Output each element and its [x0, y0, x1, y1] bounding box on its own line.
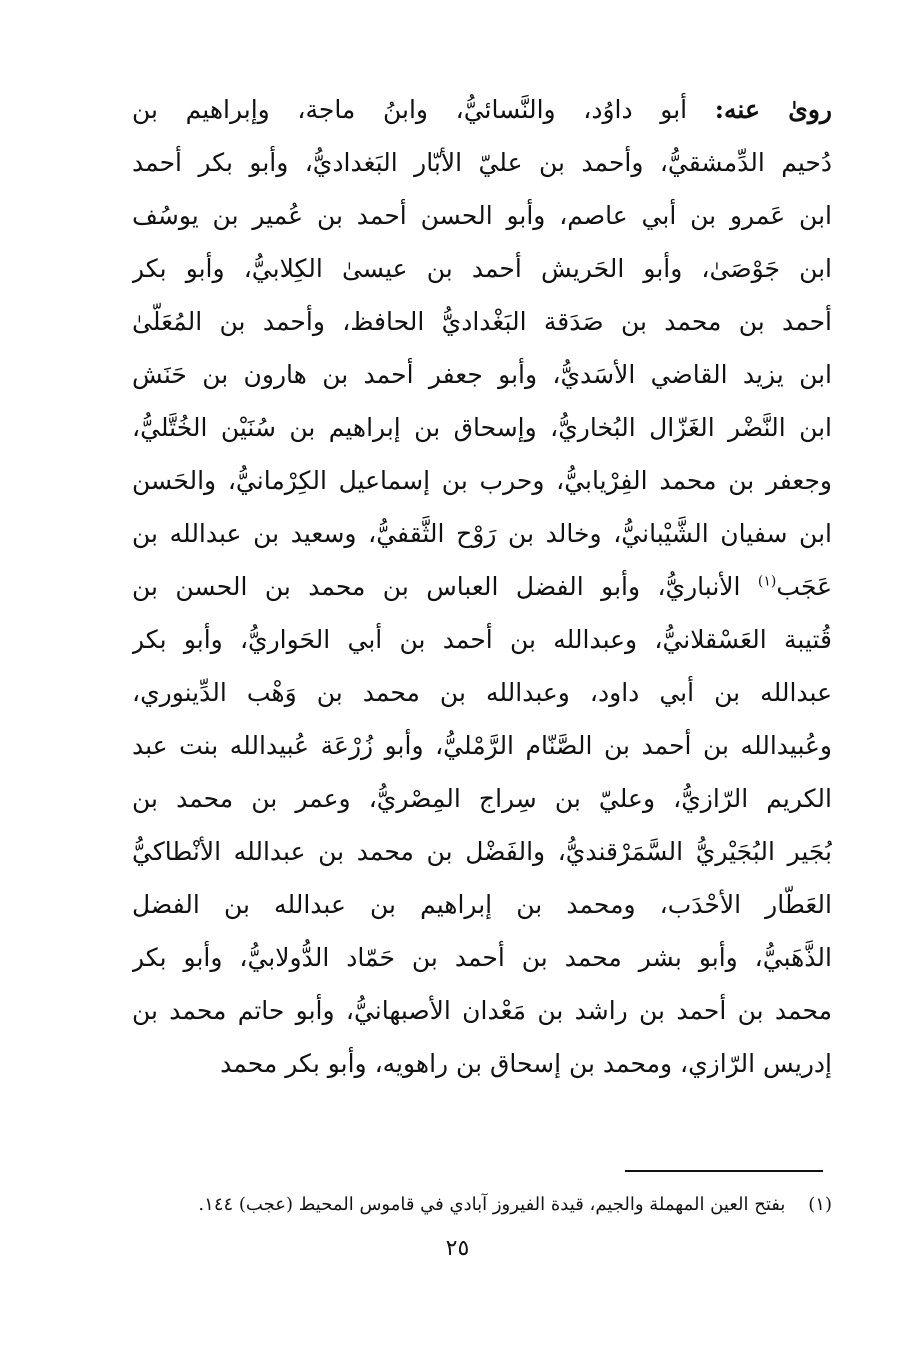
text-line-12: عبدالله بن أبي داود، وعبدالله بن محمد بن وَهْب الدِّينوري،: [132, 678, 832, 707]
text-line-18: محمد بن أحمد بن راشد بن مَعْدان الأصبهانيُّ، وأبو حاتم محمد بن: [132, 996, 832, 1025]
text-line-3: ابن عَمرو بن أبي عاصم، وأبو الحسن أحمد بن عُمير بن يوسُف: [132, 201, 832, 230]
footnote-reference[interactable]: (١): [757, 573, 777, 590]
narrated-from-heading: روىٰ عنه:: [714, 95, 832, 124]
text-line-17: الذَّهَبيُّ، وأبو بشر محمد بن أحمد بن حَمّاد الدُّولابيُّ، وأبو بكر: [132, 943, 832, 972]
text-line-16: العَطّار الأحْدَب، ومحمد بن إبراهيم بن عبدالله بن الفضل: [132, 890, 832, 919]
footnote: [132, 1191, 832, 1219]
text-line-2: دُحيم الدِّمشقيُّ، وأحمد بن عليّ الأبّار البَغداديُّ، وأبو بكر أحمد: [132, 148, 832, 177]
text-line-7: ابن النَّضْر الغَزّال البُخاريُّ، وإسحاق بن إبراهيم بن سُنَيْن الخُتَّليُّ،: [132, 413, 832, 442]
text-line-9: ابن سفيان الشَّيْبانيُّ، وخالد بن رَوْح الثَّقفيُّ، وسعيد بن عبدالله بن: [132, 519, 832, 548]
text-line-10: [132, 567, 832, 607]
page-number: ٢٥: [445, 1236, 470, 1261]
footnote-marker: (١): [808, 1194, 832, 1215]
text-line-15: بُجَير البُجَيْريُّ السَّمَرْقنديُّ، والفَضْل بن محمد بن عبدالله الأنْطاكيُّ: [132, 837, 832, 866]
text-line-14: الكريم الرّازيُّ، وعليّ بن سِراج المِصْريُّ، وعمر بن محمد بن: [132, 784, 832, 813]
text-line-11: قُتيبة العَسْقلانيُّ، وعبدالله بن أحمد بن أبي الحَواريُّ، وأبو بكر: [132, 625, 832, 654]
text-line-1: [132, 90, 832, 130]
line-10-text: الأنباريُّ، وأبو الفضل العباس بن محمد بن الحسن بن: [132, 572, 741, 601]
line-1-text: أبو داوُد، والنَّسائيُّ، وابنُ ماجة، وإبراهيم بن: [132, 95, 688, 124]
text-line-8: وجعفر بن محمد الفِرْيابيُّ، وحرب بن إسماعيل الكِرْمانيُّ، والحَسن: [132, 466, 832, 495]
text-line-4: ابن جَوْصَىٰ، وأبو الحَريش أحمد بن عيسىٰ الكِلابيُّ، وأبو بكر: [132, 254, 832, 283]
line-10-first-word: عَجَب: [776, 572, 832, 601]
text-line-6: ابن يزيد القاضي الأسَديُّ، وأبو جعفر أحمد بن هارون بن حَنَش: [132, 360, 832, 389]
footnote-text: بفتح العين المهملة والجيم، قيدة الفيروز آبادي في قاموس المحيط (عجب) ١٤٤.: [198, 1194, 786, 1215]
footnote-separator: [625, 1170, 823, 1172]
text-line-13: وعُبيدالله بن أحمد بن الصَّنّام الرَّمْليُّ، وأبو زُرْعَة عُبيدالله بنت عبد: [132, 731, 832, 760]
text-line-5: أحمد بن محمد بن صَدَقة البَغْداديُّ الحافظ، وأحمد بن المُعَلّىٰ: [132, 307, 832, 336]
text-line-19: إدريس الرّازي، ومحمد بن إسحاق بن راهويه، وأبو بكر محمد: [220, 1049, 832, 1078]
